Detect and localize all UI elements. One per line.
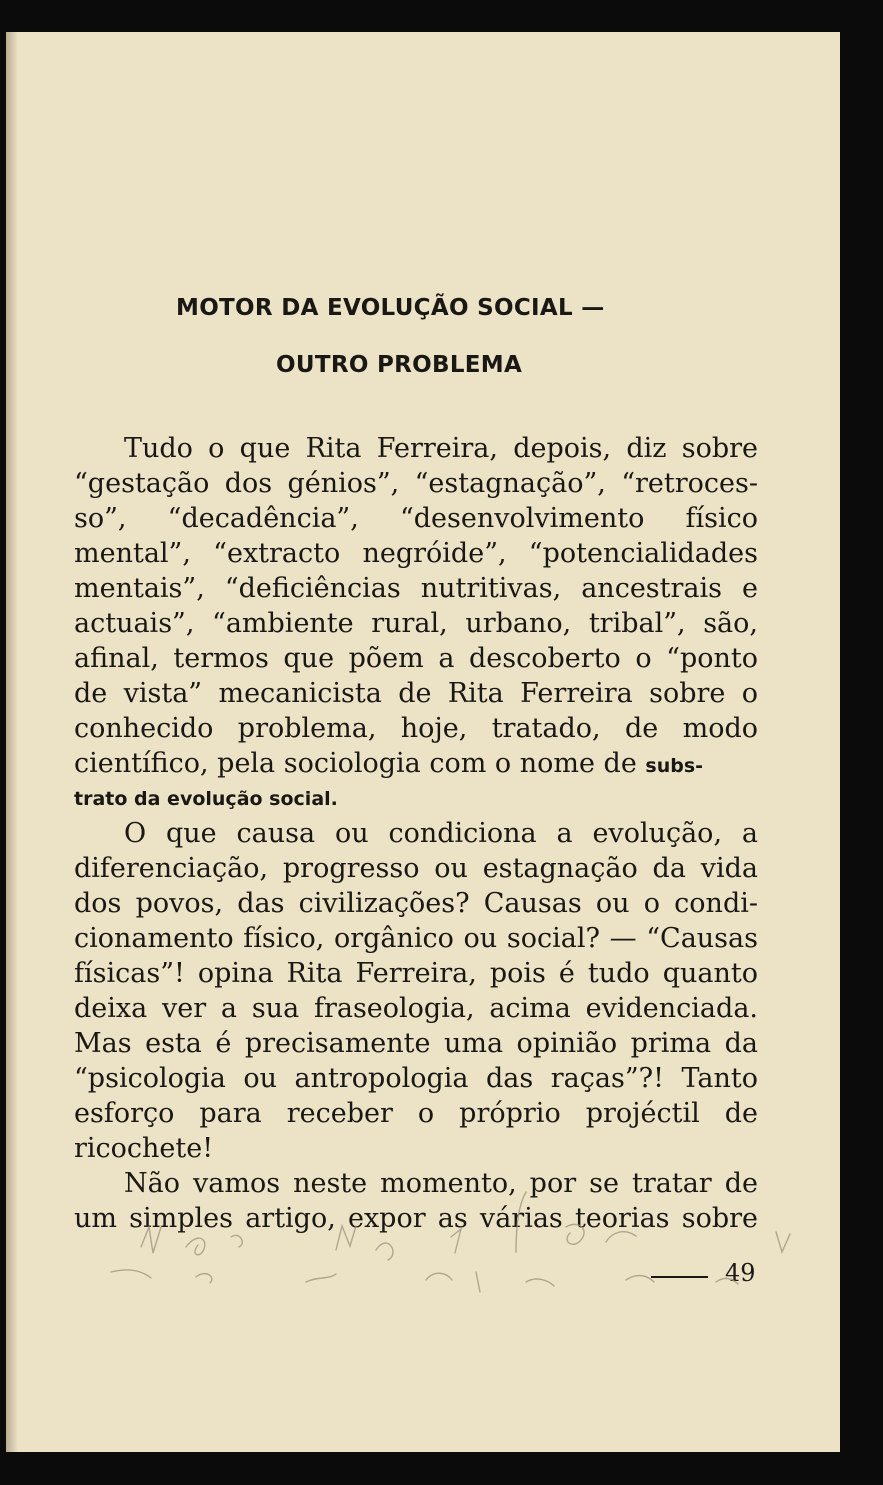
- page-spine-shadow: [6, 32, 18, 1452]
- section-heading-line-1: MOTOR DA EVOLUÇÃO SOCIAL —: [176, 295, 605, 321]
- text-line: [74, 747, 758, 781]
- book-page: [6, 32, 840, 1452]
- text-line: físicas”! opina Rita Ferreira, pois é tudo quanto: [74, 958, 758, 989]
- text-line: Não vamos neste momento, por se tratar de: [124, 1168, 758, 1199]
- text-line: um simples artigo, expor as várias teorias sobre: [74, 1203, 758, 1234]
- text-line: “gestação dos génios”, “estagnação”, “retroces-: [74, 468, 758, 499]
- term-part-1: subs-: [645, 755, 704, 777]
- text-line: actuais”, “ambiente rural, urbano, tribal”, são,: [74, 608, 758, 639]
- text-line: O que causa ou condiciona a evolução, a: [124, 818, 758, 849]
- text-line: dos povos, das civilizações? Causas ou o condi-: [74, 888, 758, 919]
- text-line: mentais”, “deficiências nutritivas, ancestrais e: [74, 573, 758, 604]
- text-line-part: científico, pela sociologia com o nome de: [74, 748, 637, 779]
- text-line: mental”, “extracto negróide”, “potencialidades: [74, 538, 758, 569]
- text-line: Tudo o que Rita Ferreira, depois, diz sobre: [124, 433, 758, 464]
- page-number: 49: [725, 1259, 756, 1287]
- text-line: so”, “decadência”, “desenvolvimento físico: [74, 503, 758, 534]
- section-heading-line-2: OUTRO PROBLEMA: [276, 352, 523, 378]
- text-line: Mas esta é precisamente uma opinião prima da: [74, 1028, 758, 1059]
- text-line: de vista” mecanicista de Rita Ferreira sobre o: [74, 678, 758, 709]
- text-line: cionamento físico, orgânico ou social? — “Causas: [74, 923, 758, 954]
- page-number-rule: [651, 1276, 708, 1278]
- text-line: “psicologia ou antropologia das raças”?! Tanto: [74, 1063, 758, 1094]
- text-line: esforço para receber o próprio projéctil de: [74, 1098, 758, 1129]
- text-line: diferenciação, progresso ou estagnação da vida: [74, 853, 758, 884]
- text-line: afinal, termos que põem a descoberto o “ponto: [74, 643, 758, 674]
- term-line: trato da evolução social.: [74, 788, 338, 810]
- text-line: ricochete!: [74, 1133, 214, 1164]
- text-line: conhecido problema, hoje, tratado, de modo: [74, 713, 758, 744]
- text-line: deixa ver a sua fraseologia, acima evidenciada.: [74, 993, 758, 1024]
